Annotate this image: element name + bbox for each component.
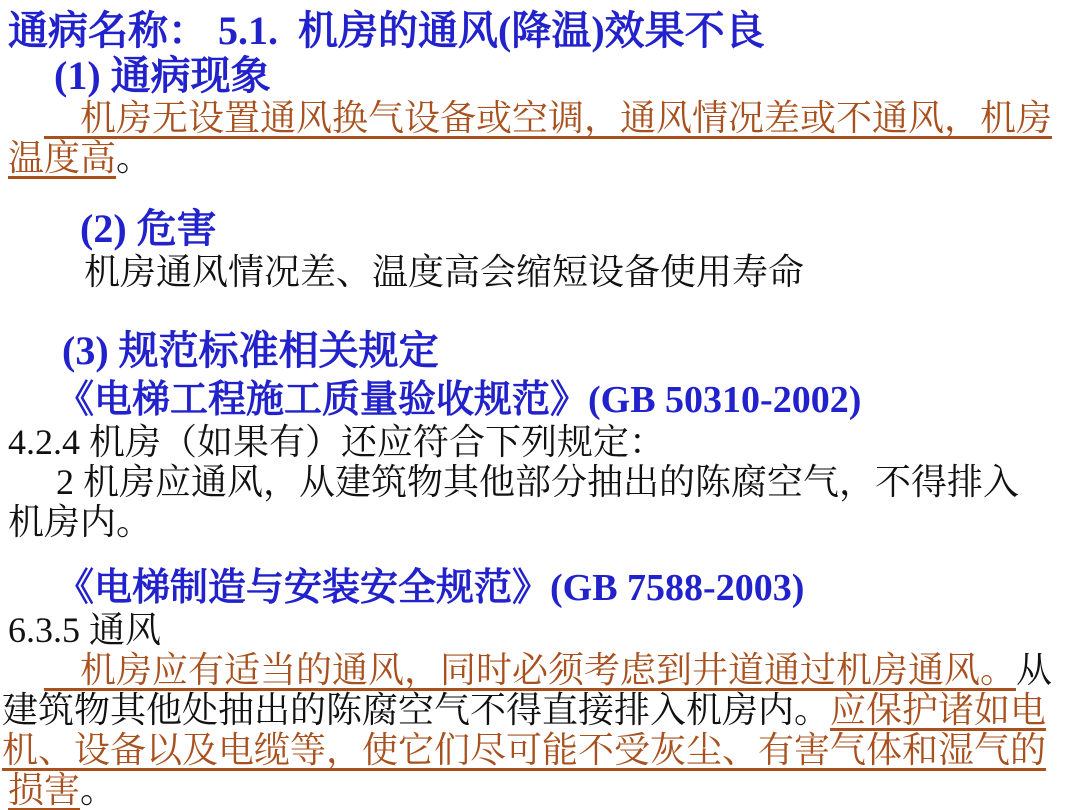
standard2-plain-run-2: 建筑物其他处抽出的陈腐空气不得直接排入机房内。 [2, 690, 831, 730]
phenomenon-line-1 [44, 98, 1074, 138]
standard2-line-3 [2, 730, 1074, 770]
standard2-plain-run-1: 从 [1016, 650, 1053, 690]
standard1-item-line-1: 2 机房应通风，从建筑物其他部分抽出的陈腐空气，不得排入 [56, 462, 1020, 502]
standard2-name: 《电梯制造与安装安全规范》(GB 7588-2003) [56, 567, 805, 609]
section-heading-standards: (3) 规范标准相关规定 [62, 328, 439, 373]
standard2-emphasis-run-3: 机、设备以及电缆等，使它们尽可能不受灰尘、有害气体和湿气的 [2, 730, 1047, 770]
section-heading-harm: (2) 危害 [80, 206, 217, 251]
slide-title: 通病名称： 5.1. 机房的通风(降温)效果不良 [8, 8, 765, 53]
standard2-line-2 [2, 690, 1074, 730]
phenomenon-emphasis-run-1: 机房无设置通风换气设备或空调，通风情况差或不通风，机房 [44, 98, 1053, 138]
standard2-line-1 [44, 650, 1074, 690]
phenomenon-period: 。 [116, 138, 153, 178]
standard1-clause: 4.2.4 机房（如果有）还应符合下列规定： [8, 422, 666, 462]
section-heading-phenomenon: (1) 通病现象 [54, 53, 271, 98]
standard1-item-line-2: 机房内。 [8, 502, 153, 542]
phenomenon-line-2 [8, 138, 1074, 178]
standard2-period: 。 [80, 770, 117, 810]
standard2-emphasis-run-4: 损害 [8, 770, 81, 810]
standard2-emphasis-run-1: 机房应有适当的通风，同时必须考虑到井道通过机房通风。 [44, 650, 1017, 690]
standard1-name: 《电梯工程施工质量验收规范》(GB 50310-2002) [56, 379, 862, 421]
phenomenon-emphasis-run-2: 温度高 [8, 138, 117, 178]
standard2-line-4 [8, 770, 1074, 810]
standard2-emphasis-run-2: 应保护诸如电 [830, 690, 1047, 730]
standard2-clause: 6.3.5 通风 [8, 610, 162, 650]
harm-body: 机房通风情况差、温度高会缩短设备使用寿命 [84, 252, 805, 292]
